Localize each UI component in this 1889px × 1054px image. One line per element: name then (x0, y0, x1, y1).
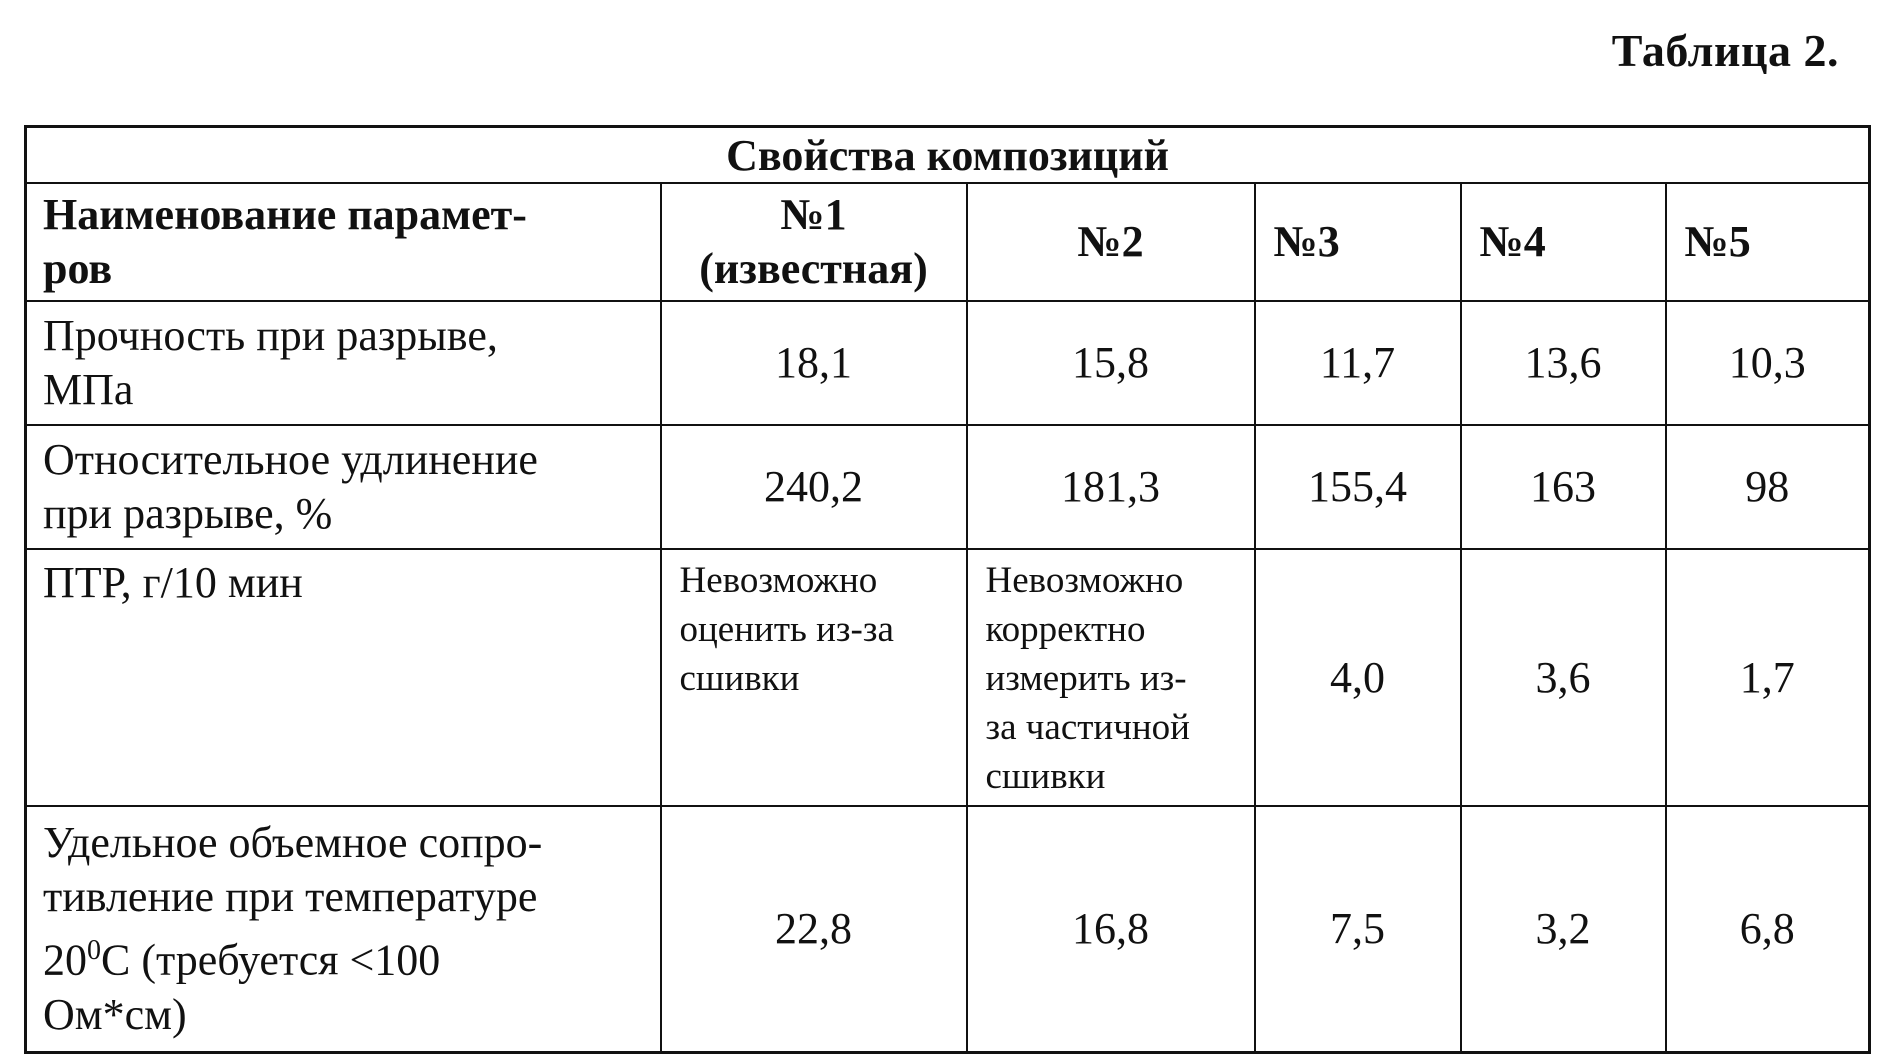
table-cell: 1,7 (1666, 549, 1870, 806)
column-header-composition-5: №5 (1666, 183, 1870, 301)
table-cell: 163 (1461, 425, 1666, 549)
table-cell: 181,3 (967, 425, 1255, 549)
table-cell: 16,8 (967, 806, 1255, 1053)
column-header-composition-2: №2 (967, 183, 1255, 301)
column-header-parameter: Наименование парамет- ров (26, 183, 661, 301)
table-row (26, 806, 1870, 1053)
table-cell: 10,3 (1666, 301, 1870, 425)
table-row (26, 425, 1870, 549)
table-cell: 98 (1666, 425, 1870, 549)
column-header-composition-1: №1 (известная) (661, 183, 967, 301)
table-cell: 18,1 (661, 301, 967, 425)
column-header-composition-4: №4 (1461, 183, 1666, 301)
column-header-composition-3: №3 (1255, 183, 1461, 301)
row-label-volume-resistivity (26, 806, 661, 1053)
table-cell: 3,2 (1461, 806, 1666, 1053)
table-cell: 11,7 (1255, 301, 1461, 425)
table-cell-note: Невозможно оценить из-за сшивки (661, 549, 967, 806)
param-text-part: Удельное объемное сопро- тивление при температуре 20 (43, 818, 543, 985)
properties-table (24, 125, 1871, 1054)
table-cell: 155,4 (1255, 425, 1461, 549)
table-row (26, 549, 1870, 806)
caption-row (26, 127, 1870, 184)
table-cell: 22,8 (661, 806, 967, 1053)
header-row (26, 183, 1870, 301)
table-cell: 6,8 (1666, 806, 1870, 1053)
superscript-degree: 0 (87, 935, 101, 967)
row-label-tensile-strength: Прочность при разрыве, МПа (26, 301, 661, 425)
table-cell: 3,6 (1461, 549, 1666, 806)
table-cell-note: Невозможно корректно измерить из- за частичной сшивки (967, 549, 1255, 806)
table-cell: 15,8 (967, 301, 1255, 425)
table-caption: Свойства композиций (26, 127, 1870, 184)
table-number: Таблица 2. (1611, 25, 1839, 76)
table-cell: 240,2 (661, 425, 967, 549)
table-cell: 4,0 (1255, 549, 1461, 806)
table-cell: 13,6 (1461, 301, 1666, 425)
row-label-melt-flow-index: ПТР, г/10 мин (26, 549, 661, 806)
param-text-part: С (требуется <100 Ом*см) (43, 935, 441, 1039)
table-row (26, 301, 1870, 425)
table-cell: 7,5 (1255, 806, 1461, 1053)
row-label-elongation: Относительное удлинение при разрыве, % (26, 425, 661, 549)
